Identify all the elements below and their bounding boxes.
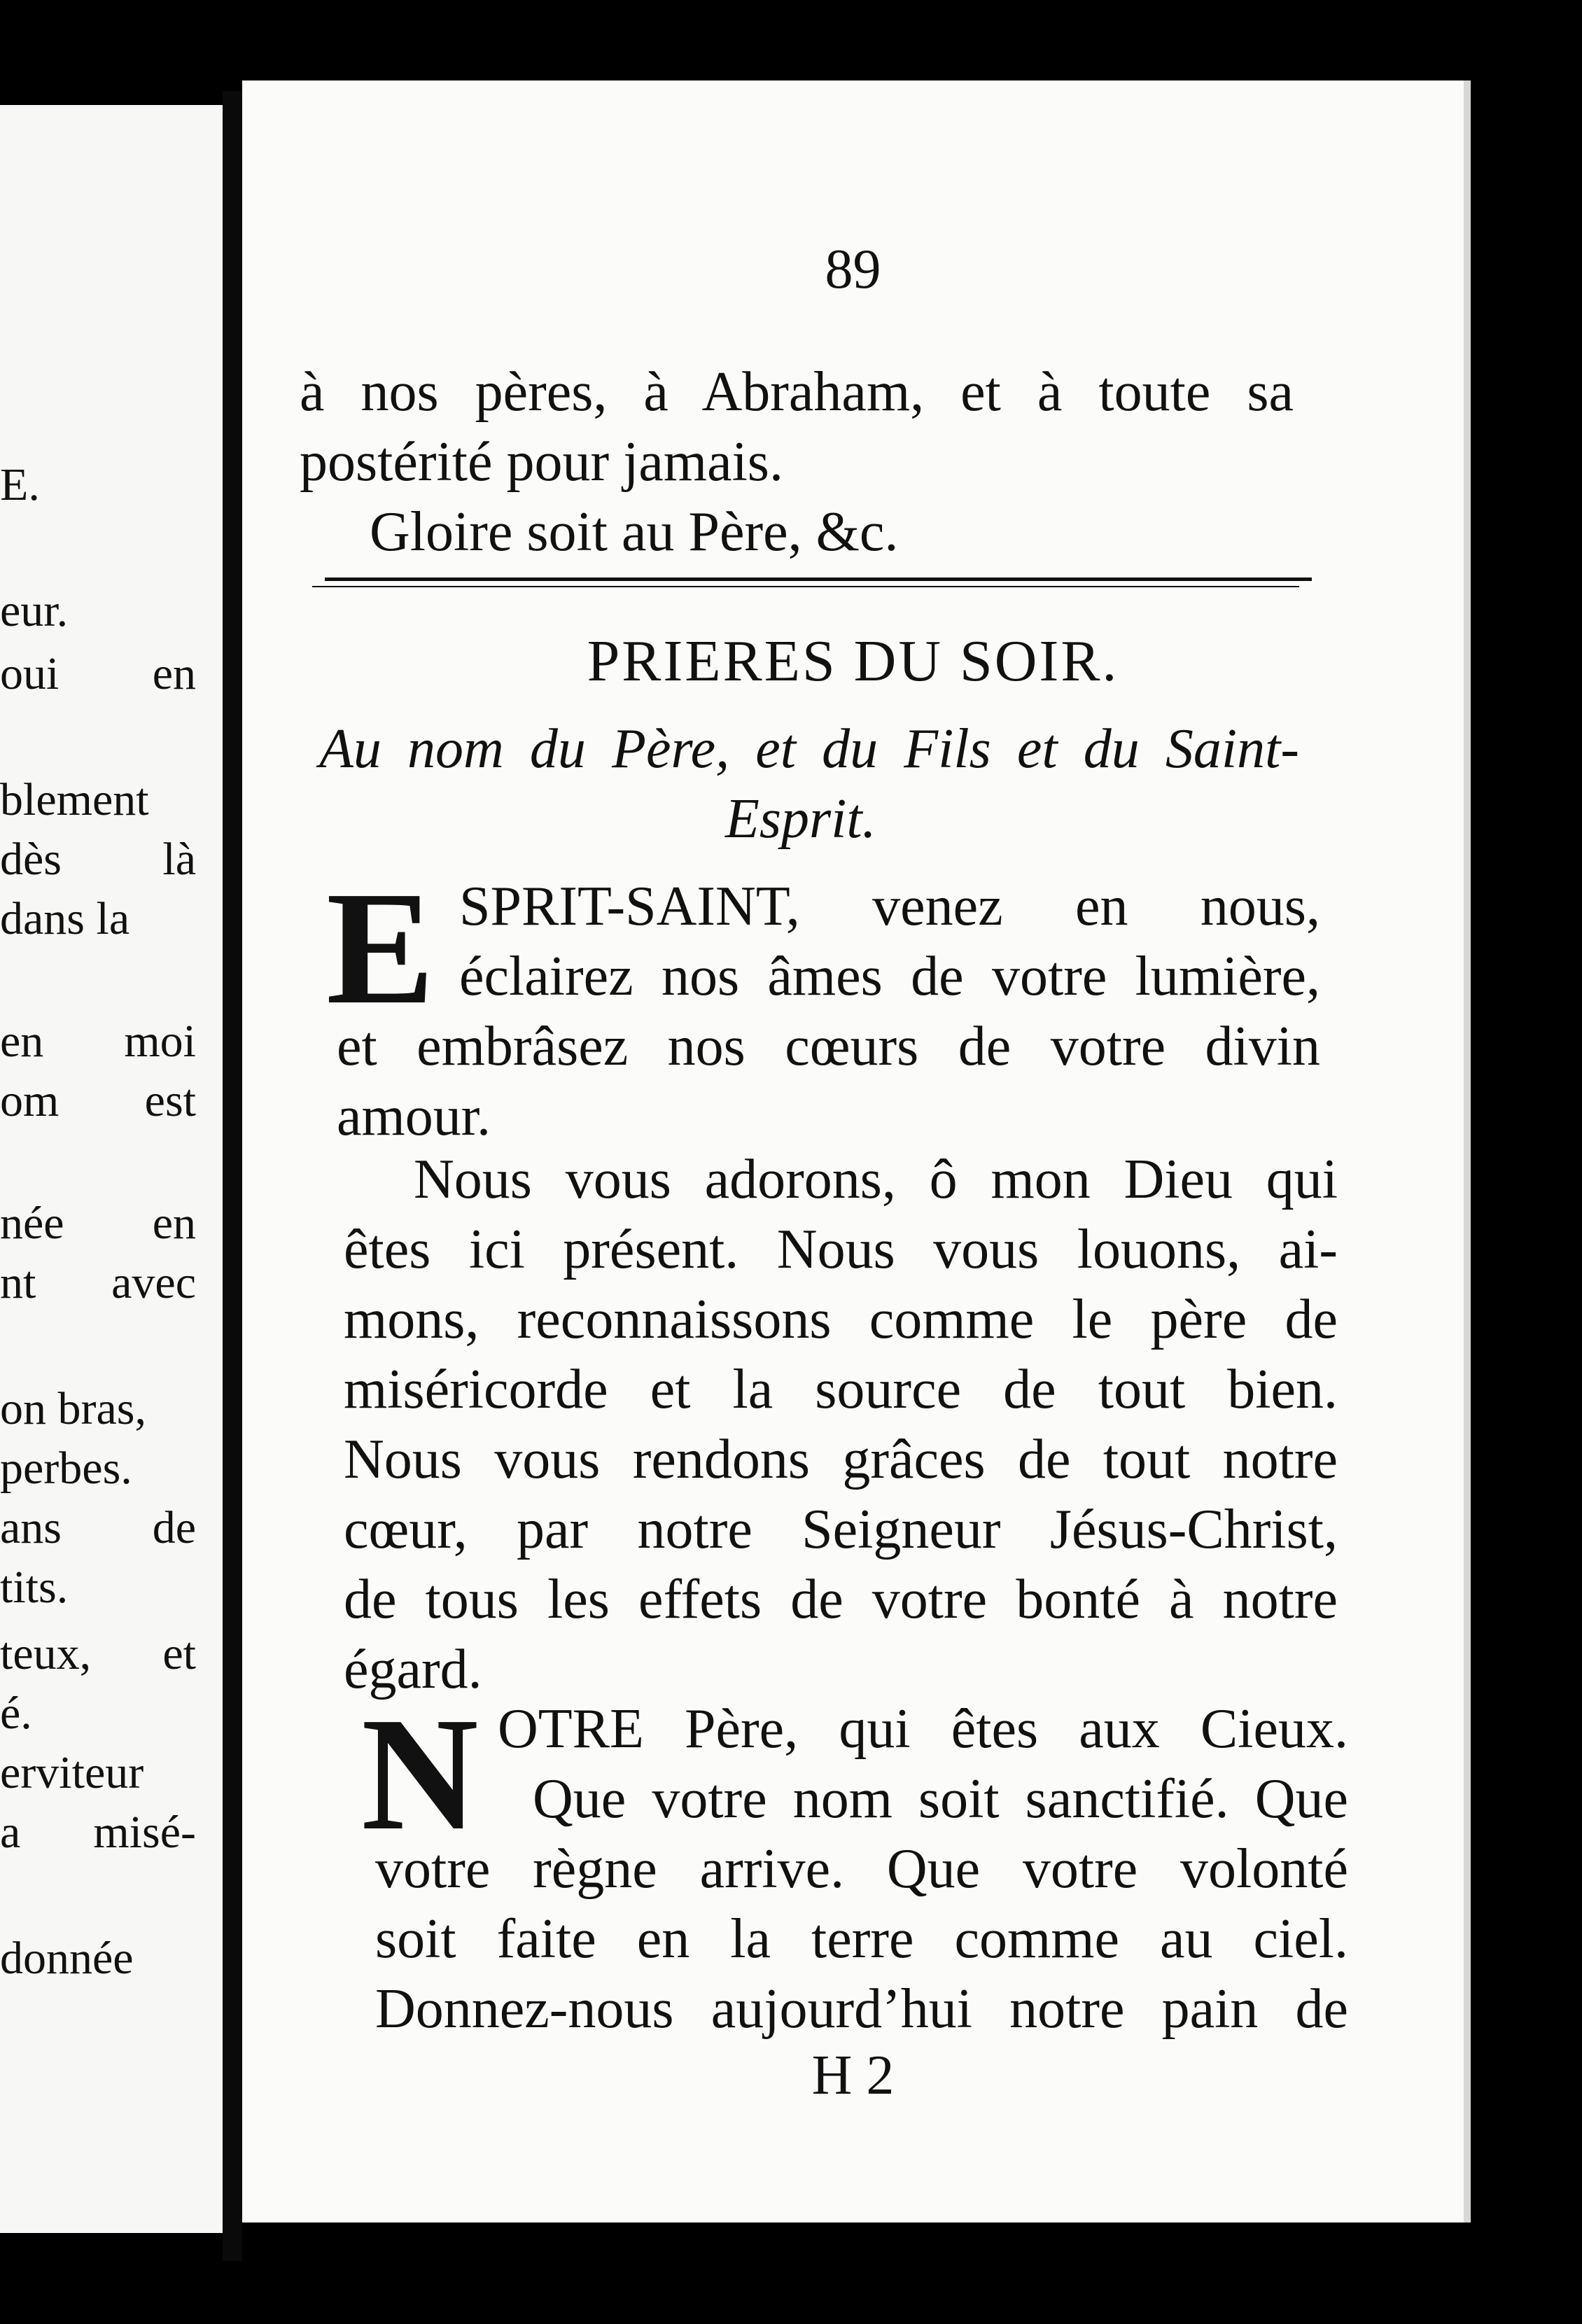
opening-verse: [300, 357, 1294, 567]
text-line: êtes ici présent. Nous vous louons, ai-: [344, 1219, 1338, 1280]
left-line: dans la: [0, 893, 130, 944]
left-line: oui en: [0, 648, 196, 699]
prayer2-body: [375, 1834, 1348, 2044]
text-line: Nous vous rendons grâces de tout notre: [344, 1429, 1338, 1490]
left-line: tits.: [0, 1562, 69, 1613]
left-line: perbes.: [0, 1443, 132, 1494]
section-heading: PRIERES DU SOIR.: [587, 629, 1119, 694]
left-line: om est: [0, 1075, 196, 1126]
left-line: a misé-: [0, 1807, 196, 1858]
text-line: SPRIT-SAINT, venez en nous,: [459, 876, 1320, 937]
left-line: teux, et: [0, 1628, 196, 1679]
left-facing-page: [0, 105, 227, 2233]
book-gutter: [223, 91, 242, 2261]
left-line: blement: [0, 774, 149, 825]
dropcap-n: N: [361, 1684, 479, 1864]
text-line: mons, reconnaissons comme le père de: [344, 1289, 1338, 1350]
left-line: donnée: [0, 1933, 134, 1984]
text-line: Que votre nom soit sanctifié. Que: [533, 1768, 1348, 1830]
section-rule-thin: [312, 586, 1299, 587]
prayer2-cap-lines: [498, 1694, 1348, 1834]
left-line: ans de: [0, 1502, 196, 1553]
page-number: 89: [825, 239, 881, 300]
paragraph-adoration: [344, 1144, 1338, 1704]
text-line: soit faite en la terre comme au ciel.: [375, 1908, 1348, 1970]
text-line: postérité pour jamais.: [300, 431, 783, 493]
section-rule: [325, 578, 1312, 581]
left-line: on bras,: [0, 1383, 146, 1434]
left-line: en moi: [0, 1016, 196, 1067]
left-line: é.: [0, 1688, 32, 1739]
text-line: Gloire soit au Père, &c.: [370, 501, 899, 563]
subtitle-line: Au nom du Père, et du Fils et du Saint-: [319, 718, 1299, 780]
text-line: votre règne arrive. Que votre volonté: [375, 1838, 1348, 1900]
text-line: Donnez-nous aujourd’hui notre pain de: [375, 1978, 1348, 2040]
left-line: erviteur: [0, 1747, 144, 1798]
prayer1-cap-lines: [459, 872, 1320, 1011]
signature-mark: H 2: [811, 2045, 895, 2106]
text-line: et embrâsez nos cœurs de votre divin: [337, 1016, 1320, 1077]
text-line: égard.: [344, 1639, 482, 1700]
text-line: éclairez nos âmes de votre lumière,: [459, 946, 1320, 1007]
left-line: E.: [0, 459, 40, 510]
left-line: dès là: [0, 834, 196, 885]
prayer1-body: [337, 1011, 1320, 1152]
text-line: OTRE Père, qui êtes aux Cieux.: [498, 1698, 1348, 1760]
left-line: née en: [0, 1198, 196, 1249]
text-line: Nous vous adorons, ô mon Dieu qui: [414, 1149, 1338, 1210]
dropcap-e: E: [326, 858, 435, 1038]
text-line: cœur, par notre Seigneur Jésus-Christ,: [344, 1499, 1338, 1560]
text-line: de tous les effets de votre bonté à notre: [344, 1569, 1338, 1630]
left-line: nt avec: [0, 1257, 196, 1308]
right-page: [242, 80, 1471, 2222]
text-line: à nos pères, à Abraham, et à toute sa: [300, 361, 1294, 423]
text-line: miséricorde et la source de tout bien.: [344, 1359, 1338, 1420]
left-line: eur.: [0, 585, 69, 636]
subtitle-line: Esprit.: [725, 788, 876, 850]
section-subtitle: [319, 714, 1299, 854]
text-line: amour.: [337, 1086, 491, 1147]
